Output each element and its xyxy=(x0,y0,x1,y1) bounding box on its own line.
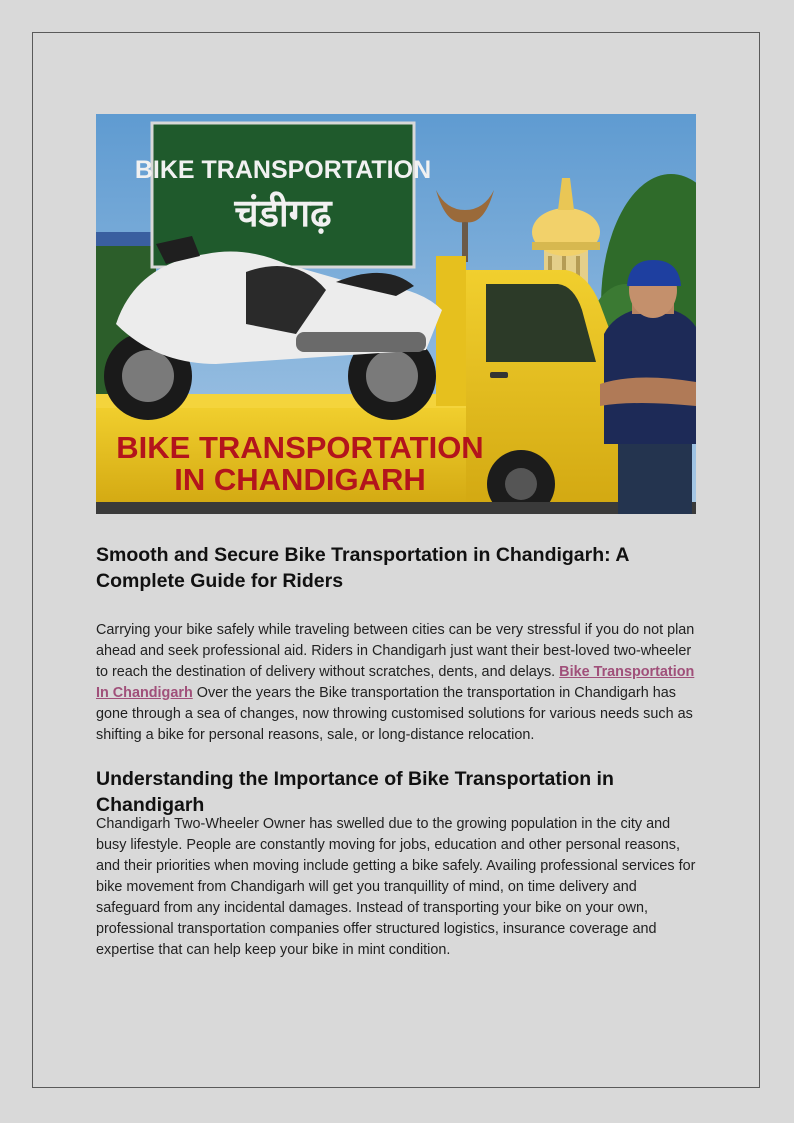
intro-text-before: Carrying your bike safely while traveling between cities can be very stressful if you do not plan ahead and seek professional aid. Riders in Chandigarh just want their best-loved two-wheeler to reach the destination of delivery without scratches, dents, and delays. xyxy=(96,622,695,680)
hero-image xyxy=(96,114,696,514)
sign-line1: BIKE TRANSPORTATION xyxy=(134,156,432,184)
intro-text-after: Over the years the Bike transportation the transportation in Chandigarh has gone through a sea of changes, now throwing customised solutions for various needs such as shifting a bike for personal reasons, sale, or long-distance relocation. xyxy=(96,685,693,743)
banner-line2: IN CHANDIGARH xyxy=(174,462,426,497)
banner-line1: BIKE TRANSPORTATION xyxy=(116,430,484,465)
section-paragraph: Chandigarh Two-Wheeler Owner has swelled due to the growing population in the city and busy lifestyle. People are constantly moving for jobs, education and other personal reasons, and their priorities when moving include getting a bike safely. Availing professional services for bike movement from Chandigarh will get you tranquillity of mind, on time delivery and safeguard from any incidental damages. Instead of transporting your bike on your own, professional transportation companies offer structured logistics, insurance coverage and expertise that can help keep your bike in mint condition. xyxy=(96,816,696,958)
sign-line2: चंडीगढ़ xyxy=(234,191,332,235)
intro-paragraph xyxy=(96,620,696,746)
bike-transportation-link[interactable]: Bike Transportation In Chandigarh xyxy=(96,664,695,701)
section-heading: Understanding the Importance of Bike Transportation in Chandigarh xyxy=(96,768,614,816)
article-title: Smooth and Secure Bike Transportation in Chandigarh: A Complete Guide for Riders xyxy=(96,544,629,592)
